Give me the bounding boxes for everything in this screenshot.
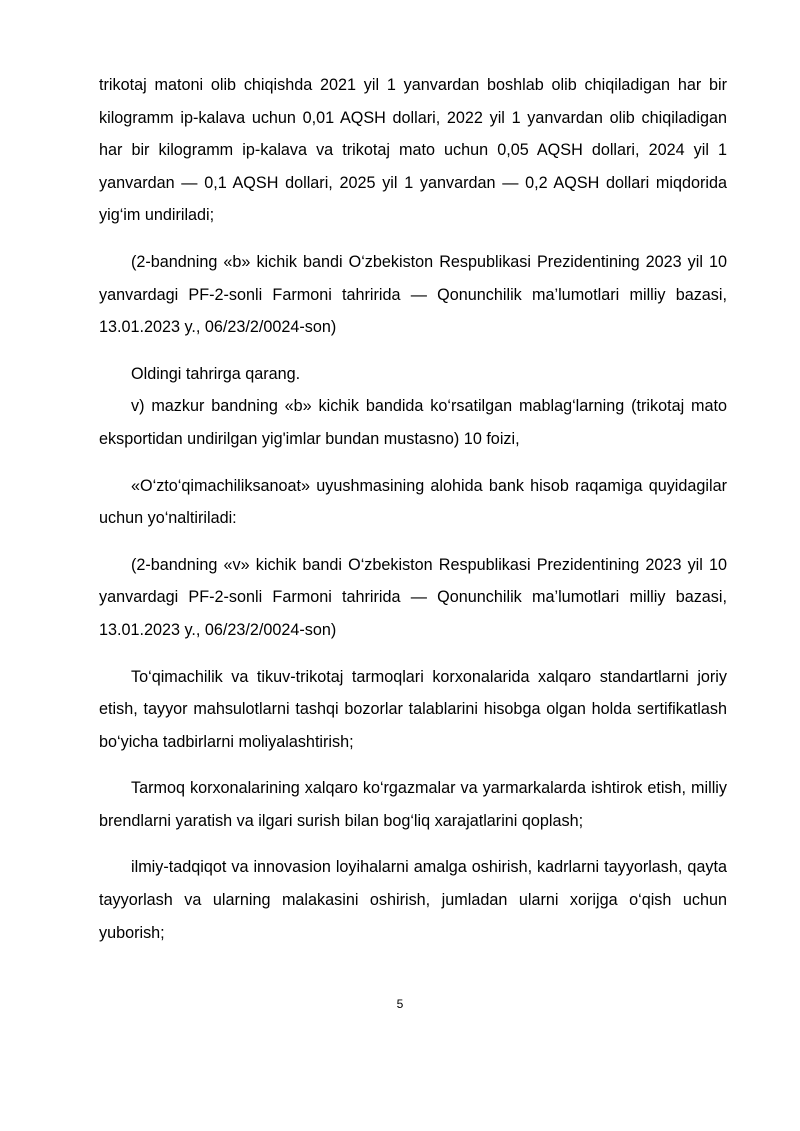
paragraph-research-training: ilmiy-tadqiqot va innovasion loyihalarni amalga oshirish, kadrlarni tayyorlash, qayta tayyorlash va ularning malakasini oshirish, jumladan ularni xorijga o‘qish uchun yuborish; bbox=[99, 858, 727, 942]
paragraph-fee-rates: trikotaj matoni olib chiqishda 2021 yil 1 yanvardan boshlab olib chiqiladigan har bir kilogramm ip-kalava uchun 0,01 AQSH dollari, 2022 yil 1 yanvardan olib chiqiladigan har bir kilogramm ip-kalava va trikotaj mato uchun 0,05 AQSH dollari, 2024 yil 1 yanvardan — 0,1 AQSH dollari, 2025 yil 1 yanvardan — 0,2 AQSH dollari miqdorida yig‘im undiriladi; bbox=[99, 76, 727, 225]
paragraph-association-account: «O‘zto‘qimachiliksanoat» uyushmasining alohida bank hisob raqamiga quyidagilar uchun yo‘naltiriladi: bbox=[99, 476, 727, 528]
page-number: 5 bbox=[396, 997, 404, 1011]
paragraph-amendment-note-b: (2-bandning «b» kichik bandi O‘zbekiston Respublikasi Prezidentining 2023 yil 10 yanvardagi PF-2-sonli Farmoni tahririda — Qonunchilik ma’lumotlari milliy bazasi, 13.01.2023 y., 06/23/2/0024-son) bbox=[99, 252, 727, 337]
paragraph-exhibitions-brands: Tarmoq korxonalarining xalqaro ko‘rgazmalar va yarmarkalarda ishtirok etish, milliy brendlarni yaratish va ilgari surish bilan bog‘liq xarajatlarini qoplash; bbox=[99, 779, 727, 830]
previous-edition-link[interactable]: Oldingi tahrirga qarang. bbox=[131, 364, 301, 383]
document-body bbox=[99, 69, 727, 949]
paragraph-standards-certification: To‘qimachilik va tikuv-trikotaj tarmoqlari korxonalarida xalqaro standartlarni joriy etish, tayyor mahsulotlarni tashqi bozorlar talablarini hisobga olgan holda sertifikatlash bo‘yicha tadbirlarni moliyalashtirish; bbox=[99, 667, 727, 751]
paragraph-amendment-note-v: (2-bandning «v» kichik bandi O‘zbekiston Respublikasi Prezidentining 2023 yil 10 yanvardagi PF-2-sonli Farmoni tahririda — Qonunchilik ma’lumotlari milliy bazasi, 13.01.2023 y., 06/23/2/0024-son) bbox=[99, 555, 727, 639]
paragraph-subclause-v: v) mazkur bandning «b» kichik bandida ko‘rsatilgan mablag‘larning (trikotaj mato eksportidan undirilgan yig'imlar bundan mustasno) 10 foizi, bbox=[99, 397, 727, 448]
